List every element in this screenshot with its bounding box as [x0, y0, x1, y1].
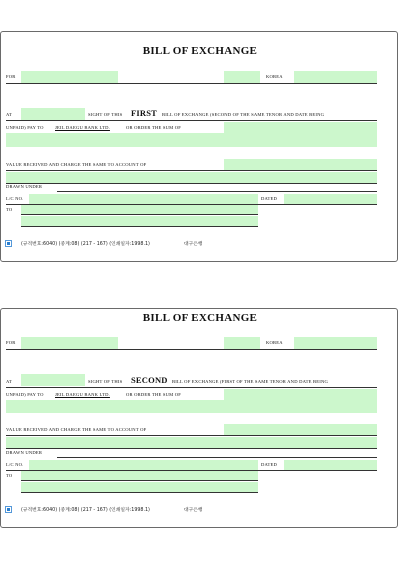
copy-word: FIRST	[131, 108, 158, 118]
to-field-1[interactable]	[21, 205, 258, 214]
to-line-2	[21, 492, 258, 493]
copy-word: SECOND	[131, 375, 168, 385]
account-field[interactable]	[224, 159, 377, 170]
to-field-2[interactable]	[21, 216, 258, 226]
footer-bank-name: 대구은행	[184, 242, 203, 247]
unpaid-post-label: OR ORDER THE SUM OF	[126, 392, 182, 397]
country-label: KOREA	[266, 340, 283, 345]
bank-logo-icon	[5, 240, 12, 249]
place-field[interactable]	[224, 337, 260, 349]
sum-field[interactable]	[6, 400, 377, 413]
sum-field[interactable]	[6, 133, 377, 147]
lc-no-field[interactable]	[29, 460, 258, 470]
date-field[interactable]	[294, 71, 377, 83]
value-received-label: VALUE RECEIVED AND CHARGE THE SAME TO ACCOUNT OF	[6, 162, 147, 167]
account-underline	[6, 183, 377, 184]
to-field-1[interactable]	[21, 471, 258, 480]
tenor-field[interactable]	[21, 374, 85, 386]
drawn-under-label: DRAWN UNDER	[6, 450, 43, 455]
lc-no-label: L/C NO.	[6, 462, 24, 467]
to-line-1	[21, 480, 258, 481]
lc-date-field[interactable]	[284, 194, 377, 204]
country-label: KOREA	[266, 74, 283, 79]
for-label: FOR	[6, 340, 16, 345]
account-field-2[interactable]	[6, 172, 377, 183]
lc-date-field[interactable]	[284, 460, 377, 470]
value-underline	[6, 435, 377, 436]
place-field[interactable]	[224, 71, 260, 83]
payee-name: JEIL DAEGU BANK LTD.	[55, 392, 110, 397]
at-label: AT	[6, 112, 13, 117]
unpaid-post-label: OR ORDER THE SUM OF	[126, 125, 182, 130]
at-label: AT	[6, 379, 13, 384]
drawn-under-line	[57, 457, 377, 458]
lc-no-label: L/C NO.	[6, 196, 24, 201]
footer-print-info: (규격번호:6040) (중계:08) (217 - 167) (인쇄일자:1998.1)	[21, 242, 150, 247]
for-underline	[6, 83, 377, 84]
bill-of-exchange-first	[0, 31, 398, 262]
lc-no-field[interactable]	[29, 194, 258, 204]
sight-pre-label: SIGHT OF THIS	[88, 379, 123, 384]
date-field[interactable]	[294, 337, 377, 349]
payee-name: JEIL DAEGU BANK LTD.	[55, 125, 110, 130]
to-line-2	[21, 226, 258, 227]
value-received-label: VALUE RECEIVED AND CHARGE THE SAME TO ACCOUNT OF	[6, 427, 147, 432]
sight-post-label: BILL OF EXCHANGE (SECOND OF THE SAME TENOR AND DATE BEING	[162, 112, 325, 117]
footer-bank-name: 대구은행	[184, 508, 203, 513]
to-label: TO	[6, 473, 13, 478]
account-field-2[interactable]	[6, 437, 377, 448]
amount-field[interactable]	[21, 71, 118, 83]
footer-print-info: (규격번호:6040) (중계:08) (217 - 167) (인쇄일자:1998.1)	[21, 508, 150, 513]
to-label: TO	[6, 207, 13, 212]
amount-field[interactable]	[21, 337, 118, 349]
at-underline	[6, 120, 377, 121]
sight-post-label: BILL OF EXCHANGE (FIRST OF THE SAME TENOR AND DATE BEING	[172, 379, 328, 384]
bill-of-exchange-second	[0, 308, 398, 528]
account-field[interactable]	[224, 424, 377, 435]
unpaid-pre-label: UNPAID) PAY TO	[6, 392, 44, 397]
drawn-under-line	[57, 191, 377, 192]
drawn-under-label: DRAWN UNDER	[6, 184, 43, 189]
to-field-2[interactable]	[21, 482, 258, 492]
sight-pre-label: SIGHT OF THIS	[88, 112, 123, 117]
at-underline	[6, 387, 377, 388]
dated-label: DATED	[261, 462, 278, 467]
bill-title: BILL OF EXCHANGE	[142, 45, 258, 57]
value-underline	[6, 170, 377, 171]
bank-logo-icon	[5, 506, 12, 515]
unpaid-pre-label: UNPAID) PAY TO	[6, 125, 44, 130]
for-underline	[6, 349, 377, 350]
dated-label: DATED	[261, 196, 278, 201]
bill-title: BILL OF EXCHANGE	[142, 312, 258, 324]
tenor-field[interactable]	[21, 108, 85, 120]
account-underline	[6, 448, 377, 449]
for-label: FOR	[6, 74, 16, 79]
to-line-1	[21, 214, 258, 215]
